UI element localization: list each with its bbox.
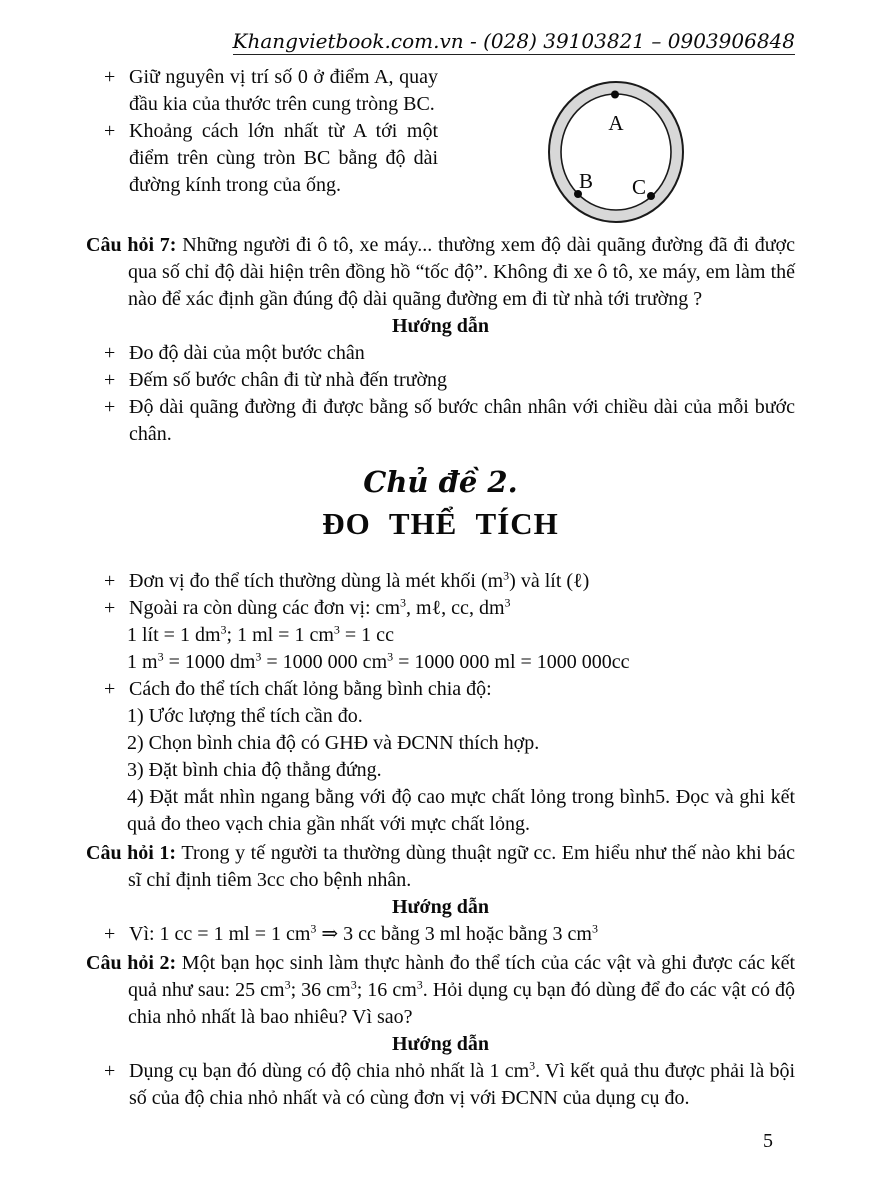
intro-bullets (86, 64, 438, 199)
method-step: 4) Đặt mắt nhìn ngang bằng với độ cao mực chất lỏng trong bình5. Đọc và ghi kết quả đo theo vạch chia gần nhất với mực chất lỏng. (127, 786, 795, 835)
answer-text: Vì: 1 cc = 1 ml = 1 $cm^3$ ⇒ 3 cc bằng 3 ml hoặc bằng 3 $cm^3$ (129, 921, 598, 945)
plus-marker: + (104, 597, 116, 619)
question-1 (86, 840, 795, 894)
method-step: 2) Chọn bình chia độ có GHĐ và ĐCNN thích hợp. (127, 732, 540, 754)
topic-title: ĐO THỂ TÍCH (322, 506, 559, 541)
plus-marker: + (104, 678, 116, 700)
list-item (86, 64, 438, 118)
answer-item (86, 367, 795, 394)
conversion-text: 1 $m^3 = 1000$ $dm^3 = 1000$ 000 $cm^3 = 1000$ 000 ml = 1000 000cc (127, 649, 630, 673)
point-a-dot (611, 91, 619, 99)
guide-heading: Hướng dẫn (391, 896, 489, 918)
question-2-text: Một bạn học sinh làm thực hành đo thể tích của các vật và ghi được các kết quả như sau: 25 $cm^3$; 36 $cm^3$; 16 $cm^3$. Hỏi dụng cụ bạn đó dùng để đo các vật có độ chia nhỏ nhất là bao nhiêu? Vì sao? (128, 952, 795, 1028)
list-item (86, 118, 438, 199)
ring-diagram-svg (541, 78, 691, 226)
plus-marker: + (104, 342, 116, 364)
answer-item (86, 1058, 795, 1112)
plus-marker: + (104, 120, 116, 142)
point-c-label: C (631, 175, 647, 199)
answer-text: Dụng cụ bạn đó dùng có độ chia nhỏ nhất là 1 $cm^3$. Vì kết quả thu được phải là bội số của độ chia nhỏ nhất và có cùng đơn vị với ĐCNN của dụng cụ đo. (129, 1058, 795, 1109)
plus-marker: + (104, 570, 116, 592)
answer-item (86, 921, 795, 948)
ring-diagram (541, 78, 791, 228)
point-c-dot (647, 192, 655, 200)
list-item (86, 676, 795, 703)
answer-item (86, 340, 795, 367)
point-b-label: B (578, 169, 594, 193)
question-2 (86, 950, 795, 1031)
page-content (0, 64, 875, 1112)
question-7-text: Những người đi ô tô, xe máy... thường xem độ dài quãng đường đã đi được qua số chỉ độ dài hiện trên đồng hồ “tốc độ”. Không đi xe ô tô, xe máy, em làm thế nào để xác định gần đúng độ dài quãng đường em đi từ nhà tới trường ? (128, 234, 796, 310)
method-step: 3) Đặt bình chia độ thẳng đứng. (127, 759, 382, 781)
plus-marker: + (104, 396, 116, 418)
intro-section (86, 64, 795, 230)
answer-text: Đếm số bước chân đi từ nhà đến trường (129, 369, 448, 391)
guide-heading: Hướng dẫn (391, 315, 489, 337)
answer-text: Đo độ dài của một bước chân (129, 342, 365, 364)
question-2-label: Câu hỏi 2: (86, 952, 177, 974)
list-item (86, 595, 795, 622)
answer-text: Độ dài quãng đường đi được bằng số bước chân nhân với chiều dài của mỗi bước chân. (129, 396, 795, 445)
page-header (0, 0, 875, 56)
list-item-text: Giữ nguyên vị trí số 0 ở điểm A, quay đầu kia của thước trên cung tròng BC. (129, 66, 438, 115)
guide-heading: Hướng dẫn (391, 1033, 489, 1055)
method-step: 1) Ước lượng thể tích cần đo. (127, 705, 363, 727)
topic-kicker: Chủ đề 2. (363, 465, 518, 499)
page-number: 5 (763, 1130, 773, 1152)
list-item (86, 568, 795, 595)
list-item-text: Đơn vị đo thể tích thường dùng là mét khối $(m^3)$ và lít (ℓ) (129, 568, 590, 592)
conversion-line (86, 649, 795, 676)
method-steps (86, 703, 795, 838)
list-item-text: Cách đo thể tích chất lỏng bằng bình chia độ: (129, 678, 492, 700)
conversion-line (86, 622, 795, 649)
plus-marker: + (104, 369, 116, 391)
answer-item (86, 394, 795, 448)
plus-marker: + (104, 1060, 116, 1082)
publisher-watermark: Khangvietbook.com.vn - (028) 39103821 – 0903906848 (232, 29, 795, 53)
conversion-text: 1 lít = 1 $dm^3$; 1 ml = 1 $cm^3 = 1$ cc (127, 622, 394, 646)
question-7 (86, 232, 795, 313)
list-item-text: Khoảng cách lớn nhất từ A tới một điểm trên cùng tròn BC bằng độ dài đường kính trong của ống. (129, 120, 438, 196)
point-a-label: A (608, 111, 624, 135)
plus-marker: + (104, 923, 116, 945)
question-1-label: Câu hỏi 1: (86, 842, 177, 864)
question-1-text: Trong y tế người ta thường dùng thuật ngữ cc. Em hiểu như thế nào khi bác sĩ chỉ định tiêm 3cc cho bệnh nhân. (128, 842, 796, 891)
question-7-label: Câu hỏi 7: (86, 234, 177, 256)
plus-marker: + (104, 66, 116, 88)
list-item-text: Ngoài ra còn dùng các đơn vị: $cm^3$, mℓ, cc, $dm^3$ (129, 595, 511, 619)
